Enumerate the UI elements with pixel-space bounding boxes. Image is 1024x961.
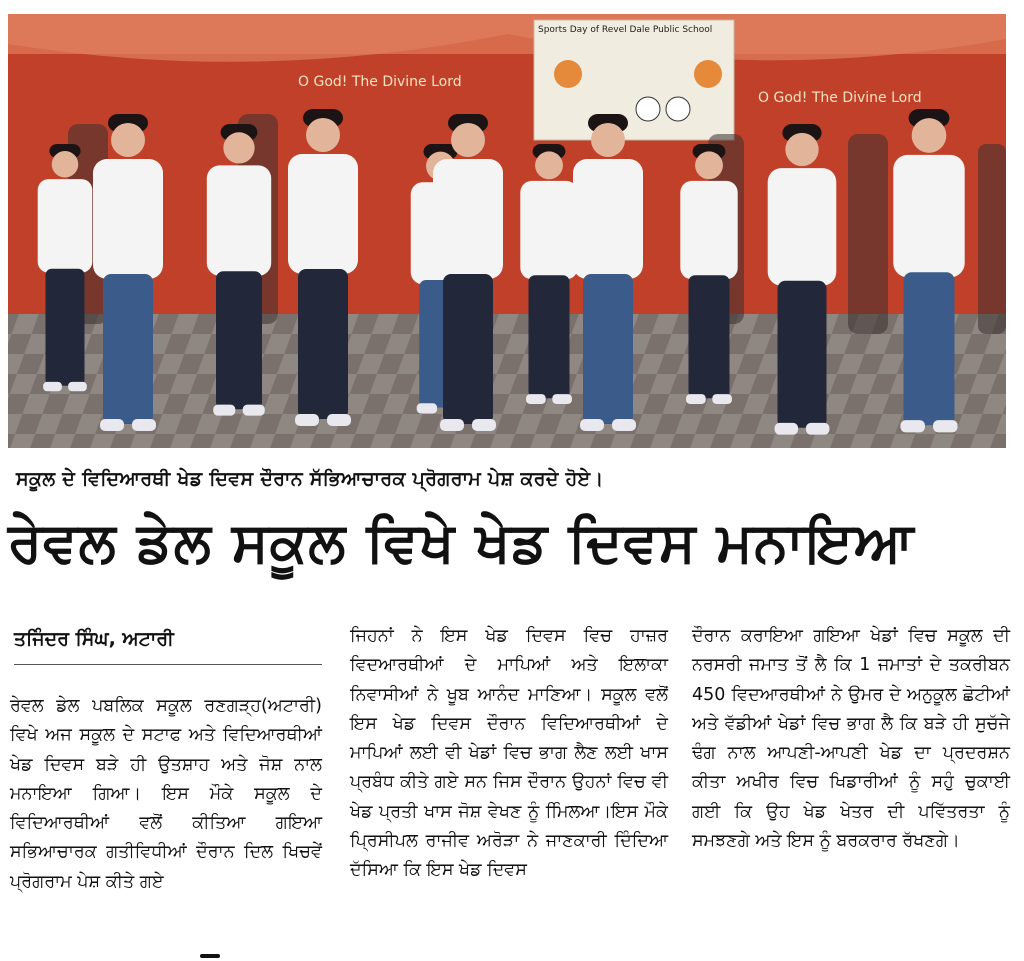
student-figure xyxy=(288,109,358,426)
stage-text-right: O God! The Divine Lord xyxy=(758,90,922,106)
student-figure xyxy=(520,144,577,404)
student-figure xyxy=(573,114,643,431)
article-column-1 xyxy=(10,692,322,897)
photo-caption: ਸਕੂਲ ਦੇ ਵਿਦਿਆਰਥੀ ਖੇਡ ਦਿਵਸ ਦੌਰਾਨ ਸੱਭਿਆਚਾਰਕ ਪ੍ਰੋਗਰਾਮ ਪੇਸ਼ ਕਰਦੇ ਹੋਏ। xyxy=(16,468,604,490)
column-3-text: ਦੌਰਾਨ ਕਰਾਇਆ ਗਇਆ ਖੇਡਾਂ ਵਿਚ ਸਕੂਲ ਦੀ ਨਰਸਰੀ ਜਮਾਤ ਤੋਂ ਲੈ ਕਿ 1 ਜਮਾਤਾਂ ਦੇ ਤਕਰੀਬਨ 450 ਵਿਦਆਰਥੀਆਂ ਨੇ ਉਮਰ ਦੇ ਅਨੁਕੂਲ ਛੋਟੀਆਂ ਅਤੇ ਵੱਡੀਆਂ ਖੇਡਾਂ ਵਿਚ ਭਾਗ ਲੈ ਕਿ ਬੜੇ ਹੀ ਸੁਚੱਜੇ ਢੰਗ ਨਾਲ ਆਪਣੀ-ਆਪਣੀ ਖੇਡ ਦਾ ਪ੍ਰਦਰਸ਼ਨ ਕੀਤਾ ਅਖੀਰ ਵਿਚ ਖਿਡਾਰੀਆਂ ਨੂੰ ਸਹੁੰ ਚੁਕਾਈ ਗਈ ਕਿ ਉਹ ਖੇਡ ਖੇਤਰ ਦੀ ਪਵਿੱਤਰਤਾ ਨੂੰ ਸਮਝਣਗੇ ਅਤੇ ਇਸ ਨੂੰ ਬਰਕਰਾਰ ਰੱਖਣਗੇ। xyxy=(692,626,1010,852)
stage-text-left: O God! The Divine Lord xyxy=(298,74,462,90)
byline: ਤਜਿੰਦਰ ਸਿੰਘ, ਅਟਾਰੀ xyxy=(14,628,174,650)
student-figure xyxy=(680,144,737,404)
article-column-3 xyxy=(692,622,1010,856)
headline: ਰੇਵਲ ਡੇਲ ਸਕੂਲ ਵਿਖੇ ਖੇਡ ਦਿਵਸ ਮਨਾਇਆ xyxy=(8,510,915,574)
student-figure xyxy=(93,114,163,431)
student-figure xyxy=(433,114,503,431)
column-1-text: ਰੇਵਲ ਡੇਲ ਪਬਲਿਕ ਸਕੂਲ ਰਣਗੜ੍ਹ(ਅਟਾਰੀ) ਵਿਖੇ ਅਜ ਸਕੂਲ ਦੇ ਸਟਾਫ ਅਤੇ ਵਿਦਿਆਰਥੀਆਂ ਖੇਡ ਦਿਵਸ ਬੜੇ ਹੀ ਉਤਸ਼ਾਹ ਅਤੇ ਜੋਸ਼ ਨਾਲ ਮਨਾਇਆ ਗਿਆ। ਇਸ ਮੌਕੇ ਸਕੂਲ ਦੇ ਵਿਦਿਆਰਥੀਆਂ ਵਲੋਂ ਕੀਤਿਆ ਗਇਆ ਸਭਿਆਚਾਰਕ ਗਤੀਵਿਧੀਆਂ ਦੌਰਾਨ ਦਿਲ ਖਿਚਵੇਂ ਪ੍ਰੋਗਰਾਮ ਪੇਸ਼ ਕੀਤੇ ਗਏ xyxy=(10,696,322,892)
column-2-text: ਜਿਹਨਾਂ ਨੇ ਇਸ ਖੇਡ ਦਿਵਸ ਵਿਚ ਹਾਜ਼ਰ ਵਿਦਆਰਥੀਆਂ ਦੇ ਮਾਪਿਆਂ ਅਤੇ ਇਲਾਕਾ ਨਿਵਾਸੀਆਂ ਨੇ ਖੂਬ ਆਨੰਦ ਮਾਣਿਆ। ਸਕੂਲ ਵਲੋਂ ਇਸ ਖੇਡ ਦਿਵਸ ਦੌਰਾਨ ਵਿਦਿਆਰਥੀਆਂ ਦੇ ਮਾਪਿਆਂ ਲਈ ਵੀ ਖੇਡਾਂ ਵਿਚ ਭਾਗ ਲੈਣ ਲਈ ਖਾਸ ਪ੍ਰਬੰਧ ਕੀਤੇ ਗਏ ਸਨ ਜਿਸ ਦੌਰਾਨ ਉਹਨਾਂ ਵਿਚ ਵੀ ਖੇਡ ਪ੍ਰਤੀ ਖਾਸ ਜੋਸ਼ ਵੇਖਣ ਨੂੰ ਮਿਿਲਆ।ਇਸ ਮੌਕੇ ਪ੍ਰਿਸੀਪਲ ਰਾਜੀਵ ਅਰੋੜਾ ਨੇ ਜਾਣਕਾਰੀ ਦਿੰਦਿਆ ਦੱਸਿਆ ਕਿ ਇਸ ਖੇਡ ਦਿਵਸ xyxy=(350,626,668,881)
student-figure xyxy=(893,109,964,432)
byline-divider xyxy=(14,664,322,665)
news-photo xyxy=(8,14,1006,448)
student-figure xyxy=(207,124,271,416)
page-fold-mark xyxy=(200,954,220,958)
students-photo-illustration xyxy=(8,14,1006,448)
student-figure xyxy=(768,124,837,435)
article-column-2 xyxy=(350,622,668,886)
student-figure xyxy=(38,144,93,391)
banner-text: Sports Day of Revel Dale Public School xyxy=(538,25,713,35)
